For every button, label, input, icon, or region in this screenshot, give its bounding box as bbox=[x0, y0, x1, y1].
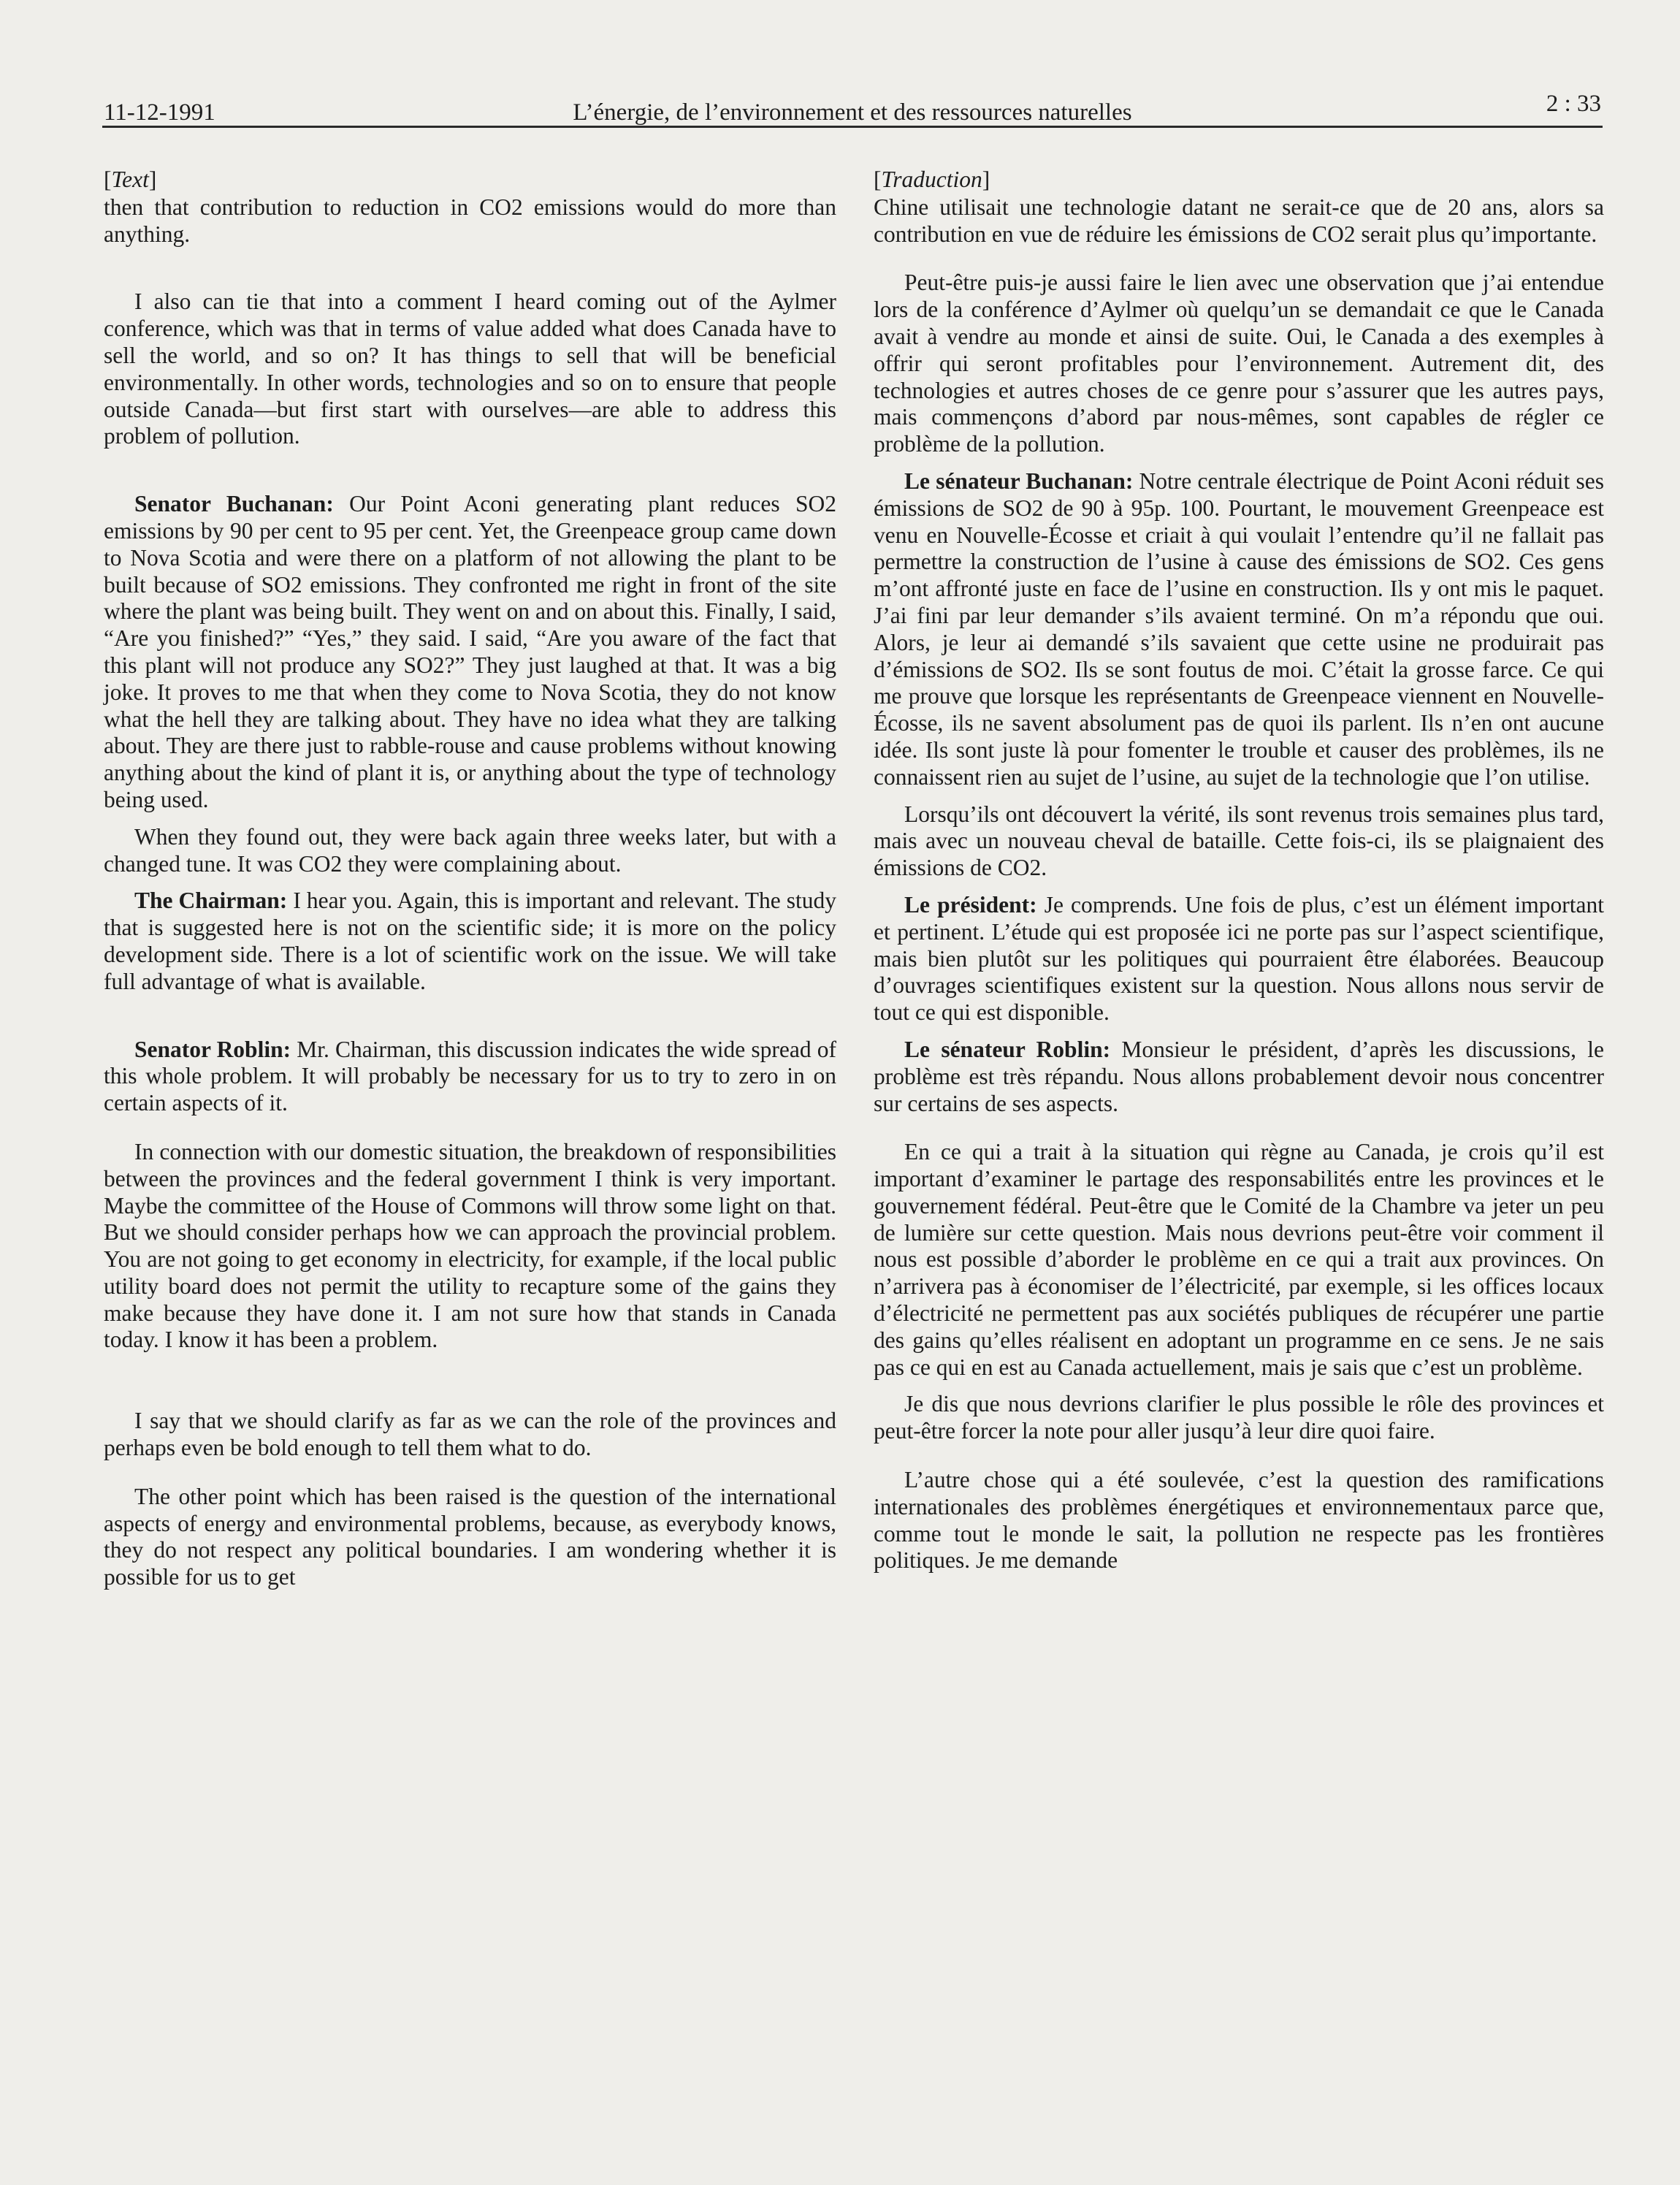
paragraph: Lorsqu’ils ont découvert la vérité, ils sont revenus trois semaines plus tard, mais avec un nouveau cheval de bataille. Cette fois-ci, ils se plaignaient des émissions de CO2. bbox=[874, 801, 1604, 881]
paragraph: I say that we should clarify as far as we can the role of the provinces and perhaps even be bold enough to tell them what to do. bbox=[104, 1408, 836, 1461]
header-date: 11-12-1991 bbox=[104, 99, 215, 126]
paragraph: The other point which has been raised is the question of the international aspects of energy and environmental problems, because, as everybody knows, they do not respect any political boundaries. I am wondering whether it is possible for us to get bbox=[104, 1483, 836, 1590]
paragraph: Chine utilisait une technologie datant ne serait-ce que de 20 ans, alors sa contribution en vue de réduire les émissions de CO2 serait plus qu’importante. bbox=[874, 194, 1604, 247]
paragraph: then that contribution to reduction in CO2 emissions would do more than anything. bbox=[104, 194, 836, 247]
paragraph: En ce qui a trait à la situation qui règne au Canada, je crois qu’il est important d’examiner le partage des responsabilités entre les provinces et le gouvernement fédéral. Peut-être que le Comité de la Chambre va jeter un peu de lumière sur cette question. Mais nous devrions peut-être voir comment il nous est possible d’aborder le problème en ce qui a trait aux provinces. On n’arrivera pas à économiser de l’électricité, par exemple, si les offices locaux d’électricité ne permettent pas aux sociétés publiques de récupérer une partie des gains qu’elles réalisent en adoptant un programme en ce sens. Je ne sais pas ce qui en est au Canada actuellement, mais je sais que c’est un problème. bbox=[874, 1139, 1604, 1380]
paragraph: In connection with our domestic situation, the breakdown of responsibilities between the provinces and the federal government I think is very important. Maybe the committee of the House of Commons will throw some light on that. But we should consider perhaps how we can approach the provincial problem. You are not going to get economy in electricity, for example, if the local public utility board does not permit the utility to recapture some of the gains they make because they have done it. I am not sure how that stands in Canada today. I know it has been a problem. bbox=[104, 1138, 836, 1353]
paragraph: I also can tie that into a comment I heard coming out of the Aylmer conference, which was that in terms of value added what does Canada have to sell the world, and so on? It has things to sell that will be beneficial environmentally. In other words, technologies and so on to ensure that people outside Canada—but first start with ourselves—are able to address this problem of pollution. bbox=[104, 289, 836, 449]
paragraph: Senator Buchanan: Our Point Aconi generating plant reduces SO2 emissions by 90 per cent to 95 per cent. Yet, the Greenpeace group came down to Nova Scotia and were there on a platform of not allowing the plant to be built because of SO2 emissions. They confronted me right in front of the site where the plant was being built. They went on and on about this. Finally, I said, “Are you finished?” “Yes,” they said. I said, “Are you aware of the fact that this plant will not produce any SO2?” They just laughed at that. It was a big joke. It proves to me that when they come to Nova Scotia, they do not know what the hell they are talking about. They have no idea what they are talking about. They are there just to rabble-rouse and cause problems without knowing anything about the kind of plant it is, or anything about the type of technology being used. bbox=[104, 491, 836, 812]
paragraph: L’autre chose qui a été soulevée, c’est la question des ramifications internationales des problèmes énergétiques et environnementaux parce que, comme tout le monde le sait, la pollution ne respecte pas les frontières politiques. Je me demande bbox=[874, 1467, 1604, 1574]
paragraph: Je dis que nous devrions clarifier le plus possible le rôle des provinces et peut-être forcer la note pour aller jusqu’à leur dire quoi faire. bbox=[874, 1391, 1604, 1444]
speaker-name: Senator Buchanan: bbox=[134, 491, 334, 517]
page-number: 2 : 33 bbox=[1546, 91, 1601, 117]
paragraph: Le sénateur Buchanan: Notre centrale électrique de Point Aconi réduit ses émissions de SO2 de 90 à 95p. 100. Pourtant, le mouvement Greenpeace est venu en Nouvelle-Écosse et criait à qui voulait l’entendre qu’il ne fallait pas permettre la construction de l’usine à cause des émissions de SO2. Ces gens m’ont affronté juste en face de l’usine en construction. Ils y ont mis le paquet. J’ai fini par leur demander s’ils avaient terminé. On m’a répondu que oui. Alors, je leur ai demandé s’ils savaient que cette usine ne produirait pas d’émissions de SO2. Ils se sont foutus de moi. C’était la grosse farce. Ce qui me prouve que lorsque les représentants de Greenpeace viennent en Nouvelle-Écosse, ils ne savent absolument pas de quoi ils parlent. Ils n’en ont aucune idée. Ils sont juste là pour fomenter le trouble et causer des problèmes, ils ne connaissent rien au sujet de l’usine, au sujet de la technologie que l’on utilise. bbox=[874, 468, 1604, 790]
section-label: [Traduction] bbox=[874, 167, 990, 192]
paragraph: The Chairman: I hear you. Again, this is important and relevant. The study that is suggested here is not on the scientific side; it is more on the policy development side. There is a lot of scientific work on the issue. We will take full advantage of what is available. bbox=[104, 888, 836, 994]
speaker-name: Le président: bbox=[904, 891, 1037, 918]
right-column-french bbox=[874, 167, 1604, 1574]
page-header bbox=[102, 82, 1603, 128]
speaker-name: Le sénateur Roblin: bbox=[904, 1036, 1111, 1062]
paragraph: When they found out, they were back again three weeks later, but with a changed tune. It was CO2 they were complaining about. bbox=[104, 823, 836, 877]
speaker-name: Senator Roblin: bbox=[134, 1036, 291, 1062]
speaker-name: The Chairman: bbox=[134, 888, 288, 914]
paragraph: Le sénateur Roblin: Monsieur le président, d’après les discussions, le problème est très répandu. Nous allons probablement devoir nous concentrer sur certains de ses aspects. bbox=[874, 1036, 1604, 1116]
section-label: [Text] bbox=[104, 167, 157, 192]
left-column-english bbox=[104, 167, 836, 1591]
speaker-name: Le sénateur Buchanan: bbox=[904, 468, 1134, 494]
paragraph: Senator Roblin: Mr. Chairman, this discussion indicates the wide spread of this whole problem. It will probably be necessary for us to try to zero in on certain aspects of it. bbox=[104, 1036, 836, 1116]
header-title: L’énergie, de l’environnement et des ressources naturelles bbox=[573, 99, 1132, 126]
paragraph: Peut-être puis-je aussi faire le lien avec une observation que j’ai entendue lors de la conférence d’Aylmer où quelqu’un se demandait ce que le Canada avait à vendre au monde et ainsi de suite. Oui, le Canada a des exemples à offrir qui seront profitables pour l’environnement. Autrement dit, des technologies et autres choses de ce genre pour s’assurer que les autres pays, mais commençons d’abord par nous-mêmes, sont capables de régler ce problème de la pollution. bbox=[874, 270, 1604, 457]
paragraph: Le président: Je comprends. Une fois de plus, c’est un élément important et pertinent. L’étude qui est proposée ici ne porte pas sur l’aspect scientifique, mais bien plutôt sur les politiques qui pourraient être élaborées. Beaucoup d’ouvrages scientifiques existent sur la question. Nous allons nous servir de tout ce qui est disponible. bbox=[874, 891, 1604, 1026]
